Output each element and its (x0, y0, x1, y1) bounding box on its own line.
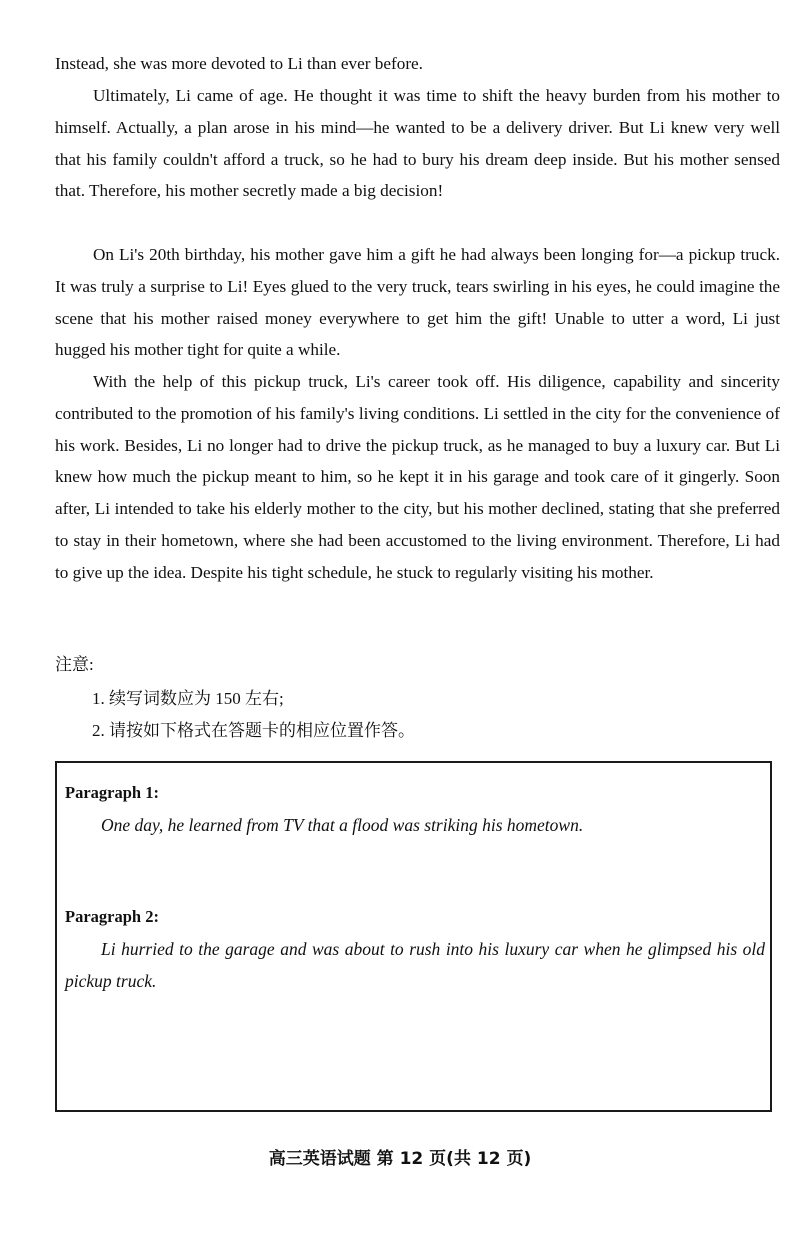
page-footer: 高三英语试题 第 12 页(共 12 页) (268, 1149, 532, 1169)
story-paragraph-3: With the help of this pickup truck, Li's career took off. His diligence, capability and sincerity contributed to the promotion of his family's living conditions. Li settled in the city for the convenience of his work. Besides, Li no longer had to drive the pickup truck, as he managed to buy a luxury car. But Li knew how much the pickup meant to him, so he kept it in his garage and took care of it gingerly. Soon after, Li intended to take his elderly mother to the city, but his mother declined, stating that she preferred to stay in their hometown, where she had been accustomed to the living environment. Therefore, Li had to give up the idea. Despite his tight schedule, he stuck to regularly visiting his mother. (55, 372, 780, 582)
notes-item-1: 1. 续写词数应为 150 左右; (92, 689, 284, 708)
notes-item-2: 2. 请按如下格式在答题卡的相应位置作答。 (92, 721, 415, 740)
story-paragraph-2: On Li's 20th birthday, his mother gave him a gift he had always been longing for—a pickup truck. It was truly a surprise to Li! Eyes glued to the very truck, tears swirling in his eyes, he could imagine the scene that his mother raised money everywhere to get him the gift! Unable to utter a word, Li just hugged his mother tight for quite a while. (55, 245, 780, 360)
paragraph-1-starter: One day, he learned from TV that a flood was striking his hometown. (101, 815, 584, 835)
story-paragraph-1: Ultimately, Li came of age. He thought it was time to shift the heavy burden from his mother to himself. Actually, a plan arose in his mind—he wanted to be a delivery driver. But Li knew very well that his family couldn't afford a truck, so he had to bury his dream deep inside. But his mother sensed that. Therefore, his mother secretly made a big decision! (55, 86, 780, 201)
paragraph-2-label: Paragraph 2: (65, 907, 159, 926)
story-paragraph-0: Instead, she was more devoted to Li than ever before. (55, 54, 423, 73)
notes-title: 注意: (55, 655, 94, 674)
paragraph-1-label: Paragraph 1: (65, 783, 159, 802)
paragraph-2-starter: Li hurried to the garage and was about to rush into his luxury car when he glimpsed his old pickup truck. (65, 939, 765, 991)
answer-format-box (55, 761, 772, 1112)
